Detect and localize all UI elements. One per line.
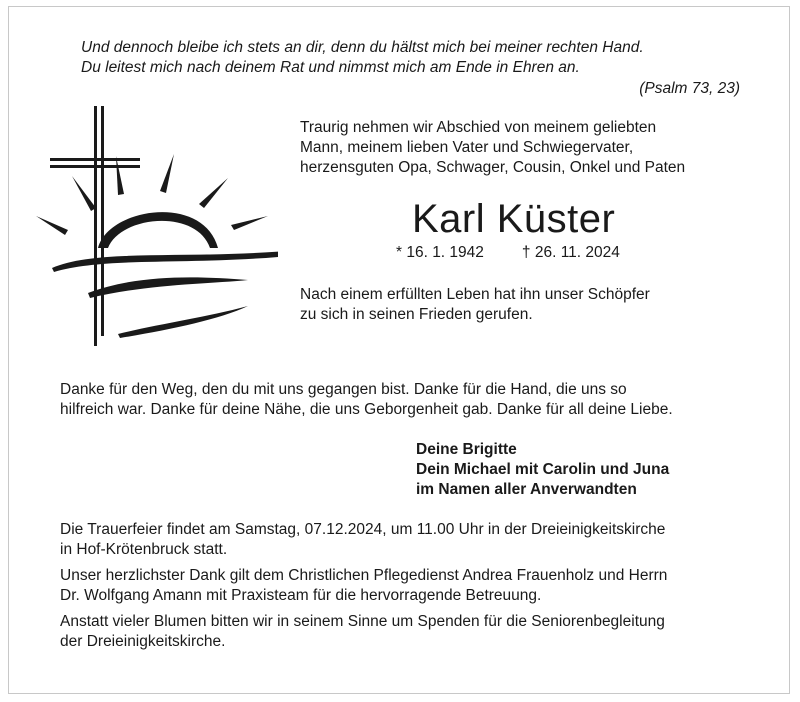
thanks-line: Danke für den Weg, den du mit uns gegangen bist. Danke für die Hand, die uns so bbox=[60, 381, 627, 398]
funeral-paragraph bbox=[60, 520, 780, 560]
gratitude-paragraph bbox=[60, 566, 780, 606]
thanks-text bbox=[60, 380, 780, 420]
quote-line: Du leitest mich nach deinem Rat und nimmst mich am Ende in Ehren an. bbox=[81, 59, 580, 76]
intro-text bbox=[300, 118, 770, 178]
cross-sunset-icon bbox=[28, 98, 278, 348]
death-date: † 26. 11. 2024 bbox=[521, 244, 620, 261]
birth-date: * 16. 1. 1942 bbox=[396, 244, 484, 261]
donation-line: Anstatt vieler Blumen bitten wir in seinem Sinne um Spenden für die Seniorenbegleitung bbox=[60, 613, 665, 630]
funeral-info bbox=[60, 520, 780, 658]
signature-line: Dein Michael mit Carolin und Juna bbox=[416, 461, 670, 478]
gratitude-line: Dr. Wolfgang Amann mit Praxisteam für die hervorragende Betreuung. bbox=[60, 587, 542, 604]
gratitude-line: Unser herzlichster Dank gilt dem Christlichen Pflegedienst Andrea Frauenholz und Herrn bbox=[60, 567, 668, 584]
quote-reference: (Psalm 73, 23) bbox=[639, 80, 740, 97]
deceased-name: Karl Küster bbox=[412, 197, 616, 241]
peace-line: zu sich in seinen Frieden gerufen. bbox=[300, 306, 533, 323]
signatures bbox=[416, 440, 669, 500]
funeral-line: in Hof-Krötenbruck statt. bbox=[60, 541, 228, 558]
bible-quote bbox=[81, 38, 781, 78]
signature-line: Deine Brigitte bbox=[416, 441, 517, 458]
life-dates bbox=[396, 244, 620, 262]
signature-line: im Namen aller Anverwandten bbox=[416, 481, 637, 498]
peace-text bbox=[300, 285, 770, 325]
thanks-line: hilfreich war. Danke für deine Nähe, die uns Geborgenheit gab. Danke für all deine Liebe. bbox=[60, 401, 673, 418]
intro-line: Traurig nehmen wir Abschied von meinem geliebten bbox=[300, 119, 657, 136]
donation-paragraph bbox=[60, 612, 780, 652]
intro-line: Mann, meinem lieben Vater und Schwiegervater, bbox=[300, 139, 634, 156]
quote-line: Und dennoch bleibe ich stets an dir, denn du hältst mich bei meiner rechten Hand. bbox=[81, 39, 644, 56]
peace-line: Nach einem erfüllten Leben hat ihn unser Schöpfer bbox=[300, 286, 650, 303]
intro-line: herzensguten Opa, Schwager, Cousin, Onkel und Paten bbox=[300, 159, 686, 176]
donation-line: der Dreieinigkeitskirche. bbox=[60, 633, 226, 650]
funeral-line: Die Trauerfeier findet am Samstag, 07.12.2024, um 11.00 Uhr in der Dreieinigkeitskirche bbox=[60, 521, 666, 538]
